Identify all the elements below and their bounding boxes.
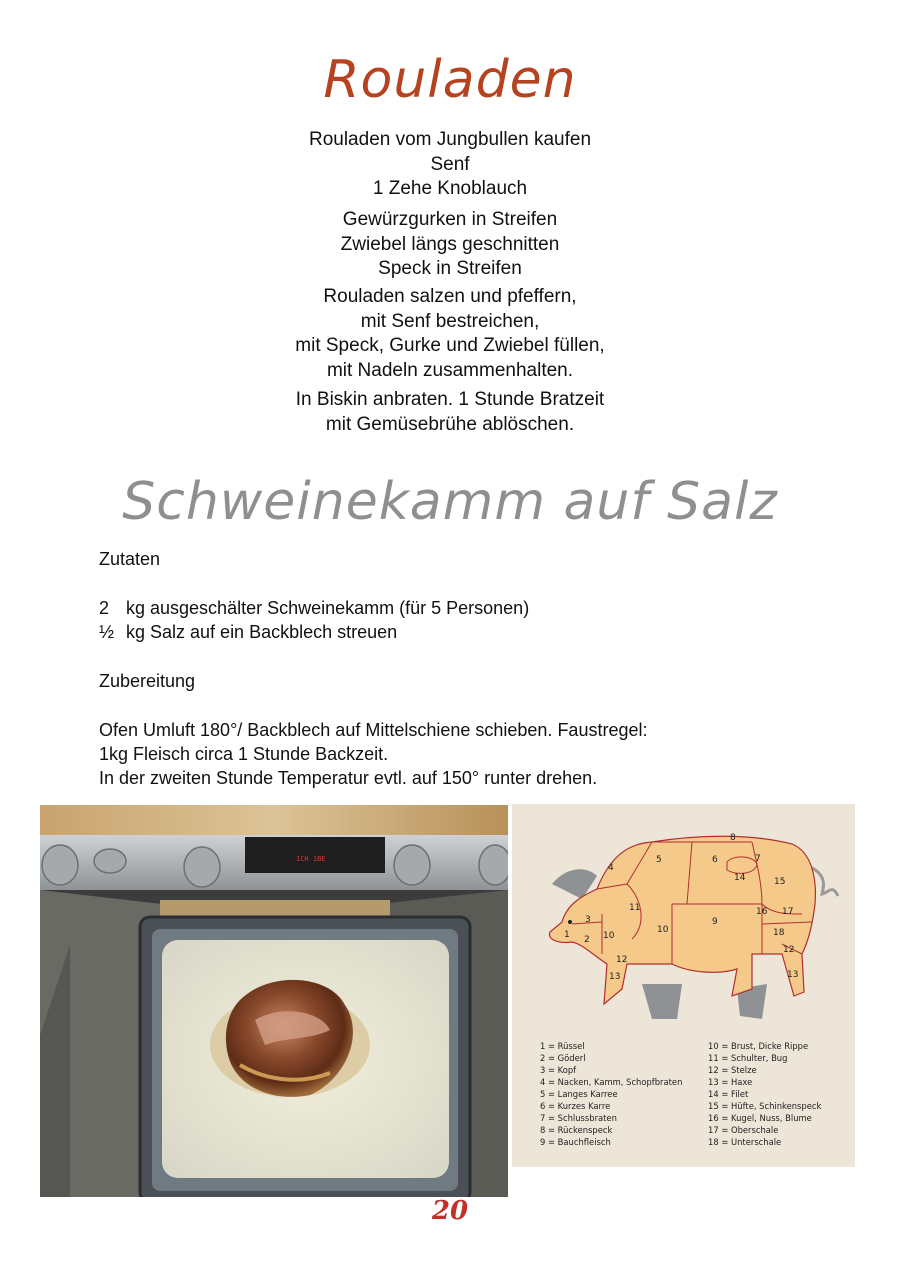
text-line: In Biskin anbraten. 1 Stunde Bratzeit: [295, 389, 605, 410]
rouladen-ingredients: [0, 128, 900, 202]
ingredients-heading: Zutaten: [99, 549, 161, 569]
cut-number: 15: [774, 877, 786, 887]
oven-display: 1CH 1BE: [296, 855, 326, 863]
legend-entry: 5 = Langes Karree: [540, 1089, 618, 1099]
text-line: Rouladen salzen und pfeffern,: [323, 286, 577, 307]
text-line: Senf: [430, 153, 470, 175]
oven-illustration: [40, 805, 508, 1197]
text-line: Zwiebel längs geschnitten: [340, 233, 560, 255]
recipe-title-rouladen: Rouladen: [323, 50, 577, 110]
cut-number: 6: [712, 855, 718, 865]
preparation-heading: Zubereitung: [99, 671, 196, 691]
legend-entry: 12 = Stelze: [708, 1065, 757, 1075]
text-line: mit Senf bestreichen,: [360, 310, 540, 332]
recipe-title-schweinekamm: Schweinekamm auf Salz: [122, 472, 778, 532]
legend-entry: 7 = Schlussbraten: [540, 1113, 617, 1123]
cut-number: 3: [585, 915, 591, 925]
text-line: Speck in Streifen: [378, 258, 522, 279]
cut-number: 10: [603, 931, 615, 941]
text-line: mit Nadeln zusammenhalten.: [326, 359, 574, 381]
cut-number: 1: [564, 930, 570, 940]
cut-number: 7: [755, 854, 761, 864]
text-line: 1 Zehe Knoblauch: [372, 178, 528, 199]
legend-entry: 17 = Oberschale: [708, 1125, 779, 1135]
cut-number: 13: [609, 972, 621, 982]
cut-number: 11: [629, 903, 641, 913]
rouladen-filling: [0, 208, 900, 282]
legend-entry: 11 = Schulter, Bug: [708, 1053, 788, 1063]
legend-entry: 2 = Göderl: [540, 1053, 586, 1063]
text-line: Rouladen vom Jungbullen kaufen: [308, 129, 592, 150]
text-line: mit Speck, Gurke und Zwiebel füllen,: [295, 335, 605, 356]
legend-entry: 18 = Unterschale: [708, 1137, 782, 1147]
cut-number: 16: [756, 907, 768, 917]
pig-legend-right: [708, 1040, 821, 1148]
rouladen-steps: [0, 285, 900, 383]
text-line: mit Gemüsebrühe ablöschen.: [325, 413, 575, 435]
cut-number: 13: [787, 970, 799, 980]
legend-entry: 15 = Hüfte, Schinkenspeck: [708, 1101, 822, 1111]
legend-entry: 8 = Rückenspeck: [540, 1125, 613, 1135]
cut-number: 8: [730, 833, 736, 843]
cut-number: 17: [782, 907, 794, 917]
ingredients-list: [99, 596, 529, 644]
legend-entry: 14 = Filet: [708, 1089, 749, 1099]
legend-entry: 1 = Rüssel: [540, 1041, 585, 1051]
ingredient-text: kg ausgeschälter Schweinekamm (für 5 Personen): [126, 598, 530, 618]
page-number: 20: [431, 1196, 469, 1226]
legend-entry: 6 = Kurzes Karre: [540, 1101, 611, 1111]
rouladen-cooking: [0, 388, 900, 437]
preparation-text: [99, 718, 647, 790]
ingredient-item: [99, 596, 529, 620]
cut-number: 4: [608, 863, 614, 873]
text-line: 1kg Fleisch circa 1 Stunde Backzeit.: [99, 744, 389, 764]
ingredient-text: kg Salz auf ein Backblech streuen: [126, 622, 398, 642]
legend-entry: 3 = Kopf: [540, 1065, 577, 1075]
text-line: Ofen Umluft 180°/ Backblech auf Mittelschiene schieben. Faustregel:: [99, 720, 648, 740]
oven-roast-photo: [40, 805, 508, 1197]
legend-entry: 4 = Nacken, Kamm, Schopfbraten: [540, 1077, 683, 1087]
cut-number: 2: [584, 935, 590, 945]
ingredient-quantity: ½: [99, 622, 115, 642]
legend-entry: 9 = Bauchfleisch: [540, 1137, 611, 1147]
cut-number: 9: [712, 917, 718, 927]
ingredient-quantity: 2: [99, 598, 110, 618]
cut-number: 12: [616, 955, 628, 965]
cut-number: 14: [734, 873, 746, 883]
pig-legend-left: [540, 1040, 682, 1148]
legend-entry: 13 = Haxe: [708, 1077, 753, 1087]
text-line: Gewürzgurken in Streifen: [342, 209, 558, 230]
pig-cuts-chart: [512, 804, 855, 1167]
cut-number: 12: [783, 945, 795, 955]
legend-entry: 10 = Brust, Dicke Rippe: [708, 1041, 809, 1051]
legend-entry: 16 = Kugel, Nuss, Blume: [708, 1113, 812, 1123]
ingredient-item: [99, 620, 529, 644]
cut-number: 10: [657, 925, 669, 935]
text-line: In der zweiten Stunde Temperatur evtl. auf 150° runter drehen.: [99, 768, 598, 788]
cut-number: 5: [656, 855, 662, 865]
pig-diagram: [512, 804, 855, 1034]
cut-number: 18: [773, 928, 785, 938]
